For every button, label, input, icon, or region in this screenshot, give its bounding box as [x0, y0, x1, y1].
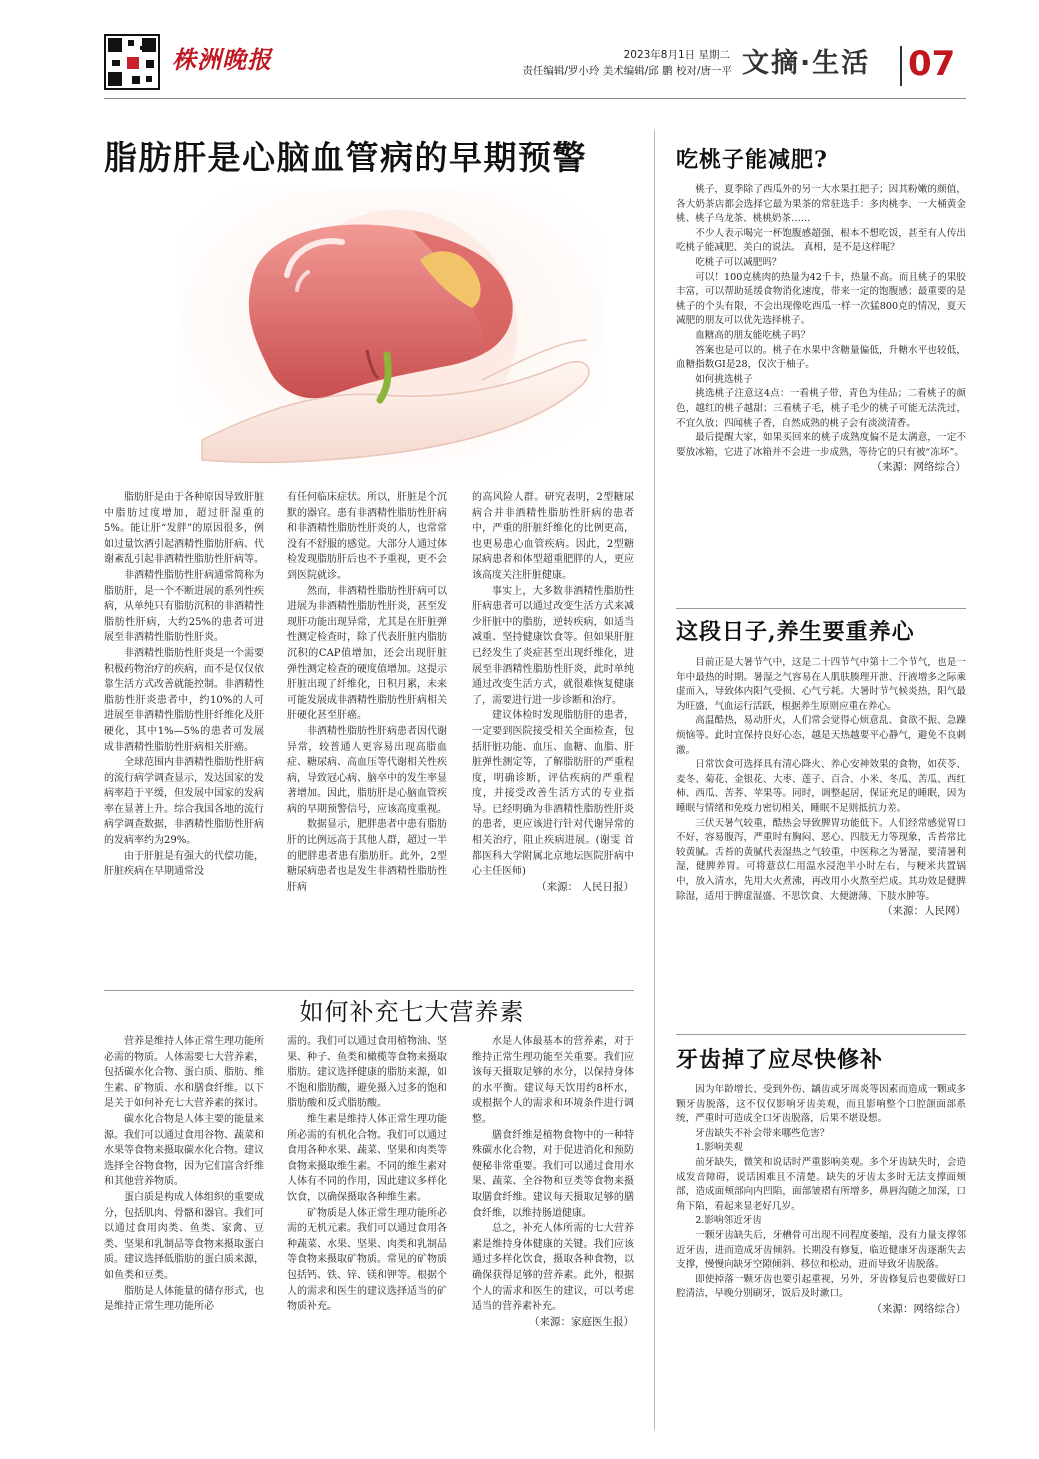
nutrition-headline: 如何补充七大营养素	[299, 998, 525, 1026]
source-credit: （来源：网络综合）	[871, 461, 966, 474]
column-divider	[654, 130, 655, 1430]
paragraph: 非酒精性脂肪性肝病患者因代谢异常，较普通人更容易出现高脂血症、糖尿病、高血压等代谢相关性疾病，导致冠心病、脑卒中的发生率显著增加。因此，脂肪肝是心脑血管疾病的早期预警信号，应该高度重视。	[287, 725, 447, 815]
section-rule	[676, 1034, 966, 1035]
summer-article-body	[676, 656, 966, 919]
paragraph: 不少人表示喝完一杯饱腹感超强，根本不想吃饭，甚至有人传出吃桃子能减肥、美白的说法。 真相，是不是这样呢？	[676, 227, 966, 254]
paragraph: 膳食纤维是植物食物中的一种特殊碳水化合物，对于促进消化和预防便秘非常重要。我们可以通过食用水果、蔬菜、全谷物和豆类等食物来摄取膳食纤维。建议每天摄取足够的膳食纤维，以维持肠道健康。	[472, 1129, 634, 1219]
paragraph: 答案也是可以的。桃子在水果中含糖量偏低，升糖水平也较低，血糖指数GI是28，仅次于柚子。	[676, 344, 966, 371]
nutrition-column-3	[472, 1034, 634, 1330]
paragraph: 水是人体最基本的营养素，对于维持正常生理功能至关重要。我们应该每天摄取足够的水分，以保持身体的水平衡。建议每天饮用约8杯水，或根据个人的需求和环境条件进行调整。	[472, 1036, 634, 1125]
subheading: 如何挑选桃子	[695, 373, 753, 385]
header-rule	[104, 98, 966, 99]
paragraph: 高温酷热，易动肝火，人们常会觉得心烦意乱、食欲不振、急躁烦恼等。此时宜保持良好心态，越是天热越要平心静气，避免不良刺激。	[676, 715, 966, 756]
paragraph: 矿物质是人体正常生理功能所必需的无机元素。我们可以通过食用各种蔬菜、水果、坚果、肉类和乳制品等食物来摄取矿物质。常见的矿物质包括钙、铁、锌、镁和钾等。根据个人的需求和医生的建议选择适当的矿物质补充。	[287, 1207, 447, 1313]
paragraph: 三伏天暑气较重，酷热会导致脾胃功能低下。人们经常感觉胃口不好，容易腹泻，严重时有胸闷、恶心、四肢无力等现象，舌苔常比较黄腻。舌苔的黄腻代表湿热之气较重，中医称之为暑湿，要清暑利湿，健脾养胃。可将薏苡仁用温水浸泡半小时左右，与粳米共置锅中，放入清水，先用大火煮沸，再改用小火熬至烂成。其功效是健脾除湿，适用于脾虚湿盛、不思饮食、大便溏薄、下肢水肿等。	[676, 817, 966, 902]
main-headline: 脂肪肝是心脑血管病的早期预警	[104, 138, 587, 177]
source-credit: （来源：家庭医生报）	[529, 1315, 634, 1328]
paragraph: 非酒精性脂肪性肝病通常简称为脂肪肝，是一个不断进展的系列性疾病，从单纯只有脂肪沉积的非酒精性脂肪性肝病，大约25%的患者可进展至非酒精性脂肪性肝炎。	[104, 569, 264, 644]
qr-code	[104, 34, 160, 90]
section-title: 文摘·生活	[742, 48, 871, 79]
page-number: 07	[908, 44, 956, 84]
paragraph: 事实上，大多数非酒精性脂肪性肝病患者可以通过改变生活方式来减少肝脏中的脂肪，逆转疾病，如适当减重、坚持健康饮食等。但如果肝脏已经发生了炎症甚至出现纤维化，进展至非酒精性脂肪性肝炎，此时单纯通过改变生活方式，就很难恢复健康了，需要进行进一步诊断和治疗。	[472, 585, 634, 706]
paragraph: 全球范围内非酒精性脂肪性肝病的流行病学调查显示，发达国家的发病率趋于平缓，但发展中国家的发病率在显著上升。综合我国各地的流行病学调查数据，非酒精性脂肪性肝病的发病率约为29%。	[104, 757, 264, 847]
paragraph: 数据显示，肥胖患者中患有脂肪肝的比例远高于其他人群，超过一半的肥胖患者患有脂肪肝。此外，2型糖尿病患者也是发生非酒精性脂肪性肝病	[287, 819, 447, 893]
paragraph: 一颗牙齿缺失后，牙槽骨可出现不同程度萎缩，没有力量支撑邻近牙齿，进而造成牙齿倾斜。长期没有修复，临近健康牙齿逐渐失去支撑，慢慢向缺牙空隙倾斜、移位和松动，进而导致牙齿脱落。	[676, 1229, 966, 1271]
nutrition-column-2	[287, 1034, 447, 1315]
subheading: 血糖高的朋友能吃桃子吗？	[695, 329, 811, 341]
subheading: 1.影响美观	[695, 1142, 743, 1154]
paragraph: 然而，非酒精性脂肪性肝病可以进展为非酒精性脂肪性肝炎，甚至发现肝功能出现异常，尤其是在肝脏弹性测定检查时，除了代表肝脏内脂肪沉积的CAP值增加，还会出现肝脏弹性测定检查的硬度值增加。这提示肝脏出现了纤维化，日积月累，未来可能发展成非酒精性脂肪性肝病相关肝硬化甚至肝癌。	[287, 585, 447, 722]
subheading: 2.影响邻近牙齿	[695, 1215, 762, 1227]
paragraph: 桃子，夏季除了西瓜外的另一大水果扛把子；因其粉嫩的颜值，各大奶茶店都会选择它最为果茶的常驻选手：多肉桃李、一大桶黄金桃、桃子乌龙茶、桃桃奶茶……	[676, 184, 966, 225]
paragraph: 总之，补充人体所需的七大营养素是维持身体健康的关键。我们应该通过多样化饮食，摄取各种食物，以确保获得足够的营养素。此外，根据个人的需求和医生的建议，可以考虑适当的营养素补充。	[472, 1223, 634, 1313]
header-divider	[900, 46, 902, 86]
paragraph: 营养是维持人体正常生理功能所必需的物质。人体需要七大营养素，包括碳水化合物、蛋白质、脂肪、维生素、矿物质、水和膳食纤维。以下是关于如何补充七大营养素的探讨。	[104, 1036, 264, 1110]
section-rule	[676, 608, 966, 609]
paragraph: 的高风险人群。研究表明，2型糖尿病合并非酒精性脂肪性肝病的患者中，严重的肝脏纤维化的比例更高，也更易患心血管疾病。因此，2型糖尿病患者和体型超重肥胖的人，更应该高度关注肝脏健康。	[472, 492, 634, 581]
main-article-column-3	[472, 490, 634, 895]
paragraph: 需的。我们可以通过食用植物油、坚果、种子、鱼类和橄榄等食物来摄取脂肪。建议选择健康的脂肪来源，如不饱和脂肪酸，避免摄入过多的饱和脂肪酸和反式脂肪酸。	[287, 1036, 447, 1110]
source-credit: （来源：人民网）	[882, 905, 966, 918]
paragraph: 有任何临床症状。所以，肝脏是个沉默的器官。患有非酒精性脂肪性肝病和非酒精性脂肪性肝炎的人，也常常没有不舒服的感觉。大部分人通过体检发现脂肪肝后也不予重视，更不会到医院就诊。	[287, 492, 447, 581]
paragraph: 即使掉落一颗牙齿也要引起重视，另外，牙齿修复后也要做好口腔清洁，早晚分别刷牙，饭后及时漱口。	[676, 1273, 966, 1300]
paragraph: 日常饮食可选择具有清心降火、养心安神效果的食物，如茯苓、麦冬、菊花、金银花、大枣、莲子、百合、小米、冬瓜、苦瓜、西红柿、西瓜、苦荞、苹果等。同时，调整起居，保证充足的睡眠，因为睡眠与情绪和免疫力密切相关，睡眠不足则抵抗力差。	[676, 759, 966, 814]
paragraph: 维生素是维持人体正常生理功能所必需的有机化合物。我们可以通过食用各种水果、蔬菜、坚果和肉类等食物来摄取维生素。不同的维生素对人体有不同的作用，因此建议多样化饮食，以确保摄取各种维生素。	[287, 1113, 447, 1203]
paragraph: 因为年龄增长、受到外伤、龋齿或牙周炎等因素而造成一颗或多颗牙齿脱落，这不仅仅影响牙齿美观，而且影响整个口腔颌面部系统，严重时可造成全口牙齿脱落，后果不堪设想。	[676, 1084, 966, 1125]
paragraph: 目前正是大暑节气中，这是二十四节气中第十二个节气，也是一年中最热的时期。暑湿之气容易在人肌肤腠理开泄、汗液增多之际乘虚而入，导致体内阳气受损、心气亏耗。大暑时节气候炎热，阳气最为旺盛，气血运行活跃，根据养生原则应重在养心。	[676, 657, 966, 712]
paragraph: 前牙缺失，微笑和说话时严重影响美观。多个牙齿缺失时，会造成发音障碍，说话困难且不清楚。缺失的牙齿太多时无法支撑面颊部，造成面颊部向内凹陷，面部皱褶有所增多，鼻唇沟随之加深，口角下陷，看起来显老好几岁。	[676, 1156, 966, 1212]
paragraph: 可以！100克桃肉的热量为42千卡，热量不高。而且桃子的果胶丰富，可以帮助延缓食物消化速度，带来一定的饱腹感；最重要的是桃子的个头有限，不会出现像吃西瓜一样一次猛800克的情况，夏天减肥的朋友可以优先选择桃子。	[676, 271, 966, 327]
paragraph: 挑选桃子注意这4点：一看桃子带，青色为佳品；二看桃子的颜色，越红的桃子越甜；三看桃子毛，桃子毛少的桃子可能无法洗过，不宜久放；四闻桃子香，自然成熟的桃子会有淡淡清香。	[676, 388, 966, 429]
editor-credits: 责任编辑/罗小玲 美术编辑/邱 鹏 校对/唐一平	[522, 65, 732, 77]
tooth-headline: 牙齿掉了应尽快修补	[676, 1047, 884, 1073]
source-credit: （来源：网络综合）	[871, 1302, 966, 1315]
section-rule	[104, 990, 634, 991]
subheading: 吃桃子可以减肥吗？	[695, 256, 782, 268]
summer-headline: 这段日子,养生要重养心	[676, 619, 915, 645]
newspaper-masthead: 株洲晚报	[172, 45, 272, 74]
peach-headline: 吃桃子能减肥?	[676, 147, 828, 173]
paragraph: 非酒精性脂肪性肝炎是一个需要积极药物治疗的疾病，而不是仅仅依靠生活方式改善就能控制。非酒精性脂肪性肝炎患者中，约10%的人可进展至非酒精性脂肪性肝纤维化及肝硬化，其中1%—5%的患者可发展成非酒精性脂肪性肝病相关肝癌。	[104, 647, 264, 753]
tooth-article-body	[676, 1083, 966, 1317]
paragraph: 蛋白质是构成人体组织的重要成分，包括肌肉、骨骼和器官。我们可以通过食用肉类、鱼类、家禽、豆类、坚果和乳制品等食物来摄取蛋白质。建议选择低脂肪的蛋白质来源，如鱼类和豆类。	[104, 1191, 264, 1281]
paragraph: 碳水化合物是人体主要的能量来源。我们可以通过食用谷物、蔬菜和水果等食物来摄取碳水化合物。建议选择全谷物食物，因为它们富含纤维和其他营养物质。	[104, 1113, 264, 1188]
issue-date: 2023年8月1日 星期二	[623, 49, 730, 61]
nutrition-column-1	[104, 1034, 264, 1315]
paragraph: 脂肪是人体能量的储存形式，也是维持正常生理功能所必	[104, 1285, 264, 1313]
liver-in-hand-illustration	[182, 190, 602, 480]
paragraph: 由于肝脏是有强大的代偿功能，肝脏疾病在早期通常没	[104, 850, 264, 878]
paragraph: 建议体检时发现脂肪肝的患者，一定要到医院接受相关全面检查，包括肝脏功能、血压、血糖、血脂、肝脏弹性测定等，了解脂肪肝的严重程度，明确诊断，评估疾病的严重程度，并接受改善生活方式的专业指导。已经明确为非酒精性脂肪性肝炎的患者，更应该进行针对代谢异常的相关治疗，阻止疾病进展。(谢雯 首都医科大学附属北京地坛医院肝病中心主任医师)	[472, 710, 634, 878]
paragraph: 脂肪肝是由于各种原因导致肝脏中脂肪过度增加，超过肝湿重的5%。能让肝“发胖”的原因很多，例如过量饮酒引起酒精性脂肪肝病、代谢紊乱引起非酒精性脂肪性肝病等。	[104, 492, 264, 566]
main-article-column-2	[287, 490, 447, 895]
source-credit: （来源： 人民日报）	[536, 880, 634, 893]
peach-article-body	[676, 183, 966, 475]
paragraph: 最后提醒大家，如果买回来的桃子成熟度偏不是太满意，一定不要放冰箱，它进了冰箱并不会进一步成熟，等待它的只有被“冻坏”。	[676, 432, 966, 458]
subheading: 牙齿缺失不补会带来哪些危害？	[695, 1127, 830, 1139]
main-article-column-1	[104, 490, 264, 880]
